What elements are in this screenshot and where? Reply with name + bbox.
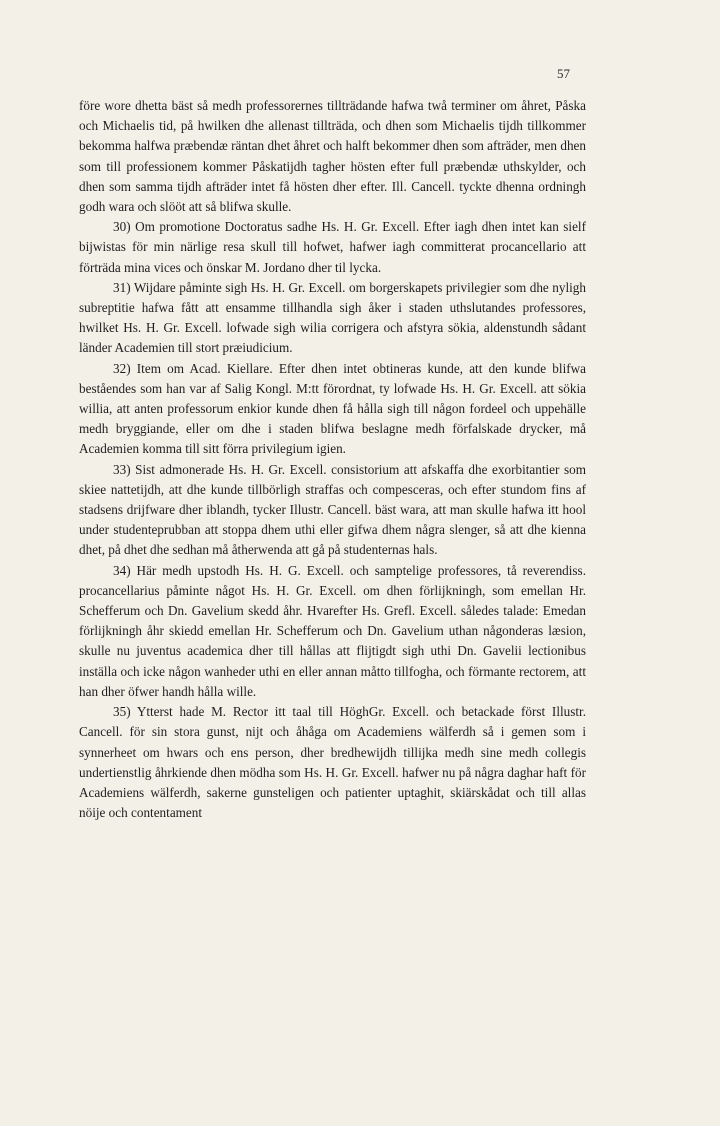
- page-number: 57: [557, 66, 570, 81]
- paragraph-continuation: före wore dhetta bäst så medh professorernes tillträdande hafwa twå terminer om åhret, Påska och Michaelis tid, på hwilken dhe allenast tillträda, och dhen som Michaelis tijdh tillkommer bekomma halfwa præbendæ räntan dhet åhret och halft bekommer dhen som afträder, men dhen som till professionem kommer Påskatijdh tagher hösten efter full præbendæ uthskylder, och dhen som samma tijdh afträder intet få hösten dher efter. Ill. Cancell. tyckte dhenna ordningh godh wara och slööt att så blifwa skulle.: [79, 98, 586, 215]
- paragraph-33: 33) Sist admonerade Hs. H. Gr. Excell. consistorium att afskaffa dhe exorbitantier som skiee nattetijdh, att dhe kunde tillbörligh straffas och compesceras, och efter stundom fins af stadsens drijfware dher iblandh, tycker Illustr. Cancell. bäst wara, att man skulle hafwa itt hool under studenteprubban att stoppa dhem uthi eller gifwa dhem några slenger, så att dhe kienna dhet, på dhet dhe sedhan må åtherwenda att gå på studenternas hals.: [79, 461, 586, 558]
- body-text: [79, 96, 586, 823]
- paragraph-32: 32) Item om Acad. Kiellare. Efter dhen intet obtineras kunde, att den kunde blifwa beståendes som han var af Salig Kongl. M:tt förordnat, ty lofwade Hs. H. Gr. Excell. att sökia willia, att anten professorum enkior kunde dhen få hålla sigh till någon fordeel och uppehälle medh bryggiande, eller om dhe i staden blifwa beslagne medh förfalskade drycker, må Academien komma till sitt förra privilegium igien.: [79, 360, 586, 457]
- paragraph-30: 30) Om promotione Doctoratus sadhe Hs. H. Gr. Excell. Efter iagh dhen intet kan sielf bijwistas för min närlige resa skull till hofwet, hafwer iagh committerat procancellario att förträda mina vices och önskar M. Jordano dher til lycka.: [79, 219, 586, 275]
- paragraph-35: 35) Ytterst hade M. Rector itt taal till HöghGr. Excell. och betackade först Illustr. Cancell. för sin stora gunst, nijt och åhåga om Academiens wälferdh så i gemen som i synnerheet om hwars och ens person, dher bredhewijdh tillijka medh sine medh collegis undertienstlig åhrkiende dhen mödha som Hs. H. Gr. Excell. hafwer nu på några daghar haft för Academiens wälferdh, sakerne gunsteligen och patienter uptaghit, skiärskådat och till allas nöije och contentament: [79, 704, 586, 821]
- paragraph-31: 31) Wijdare påminte sigh Hs. H. Gr. Excell. om borgerskapets privilegier som dhe nyligh subreptitie hafwa fått att ensamme tillhandla sigh åker i staden uthslutandes professores, hwilket Hs. H. Gr. Excell. lofwade sigh wilia corrigera och afstyra sökia, aldenstundh sådant länder Academien till stort præiudicium.: [79, 279, 586, 356]
- paragraph-34: 34) Här medh upstodh Hs. H. G. Excell. och samptelige professores, tå reverendiss. procancellarius påminte något Hs. H. Gr. Excell. om dhen förlijkningh, som emellan Hr. Schefferum och Dn. Gavelium skedd åhr. Hvarefter Hs. Grefl. Excell. således talade: Emedan förlijkningh åhr skiedd emellan Hr. Schefferum och Dn. Gavelium uthan någonderas læsion, skulle nu juventus academica dher till hållas att flijtigdt sigh uthi Dn. Gavelii lectionibus inställa och icke någon wanheder uthi en eller annan måtto tillfogha, och förmante rectorem, att han dher öfwer handh hålla wille.: [79, 562, 586, 699]
